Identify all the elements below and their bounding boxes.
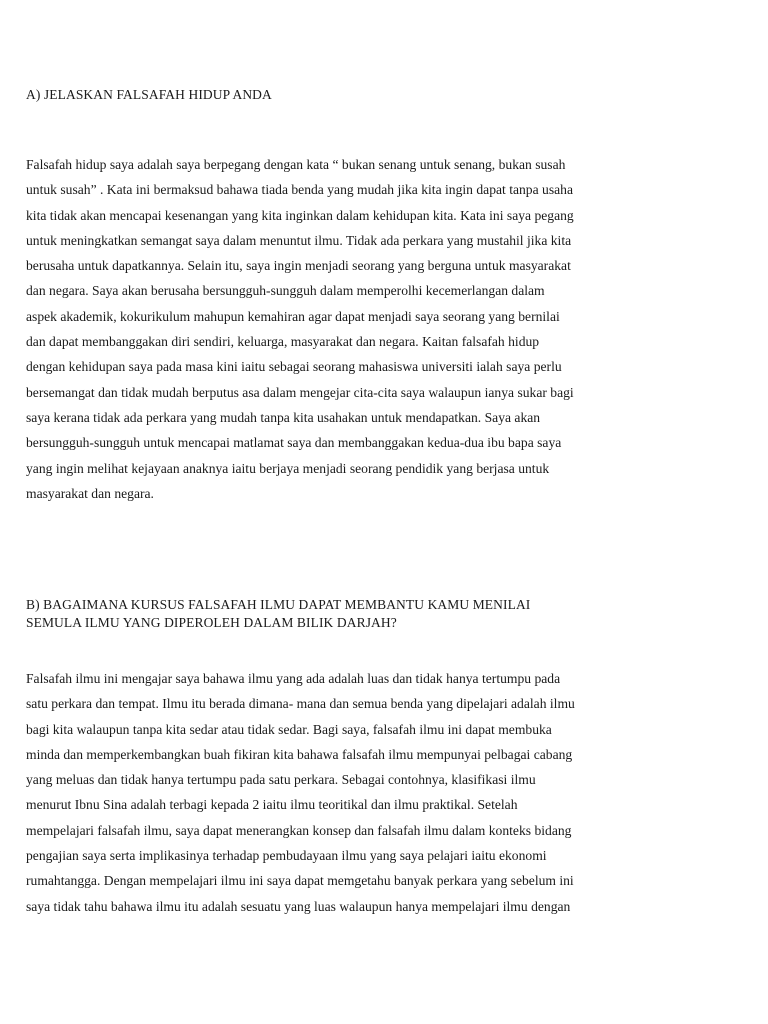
section-b-heading <box>26 596 686 632</box>
text-line: yang ingin melihat kejayaan anaknya iaitu berjaya menjadi seorang pendidik yang berjasa untuk <box>26 460 550 476</box>
section-a-heading <box>26 86 686 104</box>
text-line: dengan kehidupan saya pada masa kini iaitu sebagai seorang mahasiswa universiti ialah saya perlu <box>26 359 562 375</box>
text-line: mempelajari falsafah ilmu, saya dapat menerangkan konsep dan falsafah ilmu dalam konteks bidang <box>26 822 572 838</box>
text-line: yang meluas dan tidak hanya tertumpu pada satu perkara. Sebagai contohnya, klasifikasi ilmu <box>26 772 536 788</box>
heading-line: B) BAGAIMANA KURSUS FALSAFAH ILMU DAPAT MEMBANTU KAMU MENILAI <box>26 597 531 612</box>
text-line: minda dan memperkembangkan buah fikiran kita bahawa falsafah ilmu mempunyai pelbagai cabang <box>26 746 573 762</box>
text-line: saya kerana tidak ada perkara yang mudah tanpa kita usahakan untuk mendapatkan. Saya akan <box>26 409 541 425</box>
text-line: masyarakat dan negara. <box>26 485 154 501</box>
heading-line: A) JELASKAN FALSAFAH HIDUP ANDA <box>26 87 272 102</box>
section-a-paragraph <box>26 152 666 506</box>
text-line: untuk susah” . Kata ini bermaksud bahawa tiada benda yang mudah jika kita ingin dapat tanpa usaha <box>26 182 573 198</box>
text-line: satu perkara dan tempat. Ilmu itu berada dimana- mana dan semua benda yang dipelajari adalah ilmu <box>26 696 575 712</box>
text-line: Falsafah ilmu ini mengajar saya bahawa ilmu yang ada adalah luas dan tidak hanya tertumpu pada <box>26 671 561 686</box>
text-line: kita tidak akan mencapai kesenangan yang kita inginkan dalam kehidupan kita. Kata ini saya pegang <box>26 207 574 223</box>
text-line: bersungguh-sungguh untuk mencapai matlamat saya dan membanggakan kedua-dua ibu bapa saya <box>26 435 562 451</box>
text-line: bagi kita walaupun tanpa kita sedar atau tidak sedar. Bagi saya, falsafah ilmu ini dapat membuka <box>26 721 552 737</box>
text-line: rumahtangga. Dengan mempelajari ilmu ini saya dapat memgetahu banyak perkara yang sebelum ini <box>26 873 574 889</box>
text-line: dan negara. Saya akan berusaha bersungguh-sungguh dalam memperolhi kecemerlangan dalam <box>26 283 545 299</box>
text-line: saya tidak tahu bahawa ilmu itu adalah sesuatu yang luas walaupun hanya mempelajari ilmu dengan <box>26 898 571 914</box>
text-line: untuk meningkatkan semangat saya dalam menuntut ilmu. Tidak ada perkara yang mustahil jika kita <box>26 232 572 248</box>
text-line: dan dapat membanggakan diri sendiri, keluarga, masyarakat dan negara. Kaitan falsafah hidup <box>26 334 540 350</box>
text-line: aspek akademik, kokurikulum mahupun kemahiran agar dapat menjadi saya seorang yang bernilai <box>26 308 560 324</box>
text-line: pengajian saya serta implikasinya terhadap pembudayaan ilmu yang saya pelajari iaitu ekonomi <box>26 848 547 864</box>
heading-line: SEMULA ILMU YANG DIPEROLEH DALAM BILIK DARJAH? <box>26 615 397 630</box>
text-line: bersemangat dan tidak mudah berputus asa dalam mengejar cita-cita saya walaupun ianya sukar bagi <box>26 384 574 400</box>
section-b-paragraph <box>26 666 666 919</box>
text-line: berusaha untuk dapatkannya. Selain itu, saya ingin menjadi seorang yang berguna untuk masyarakat <box>26 258 571 274</box>
text-line: menurut Ibnu Sina adalah terbagi kepada 2 iaitu ilmu teoritikal dan ilmu praktikal. Setelah <box>26 797 518 813</box>
text-line: Falsafah hidup saya adalah saya berpegang dengan kata “ bukan senang untuk senang, bukan susah <box>26 157 566 172</box>
